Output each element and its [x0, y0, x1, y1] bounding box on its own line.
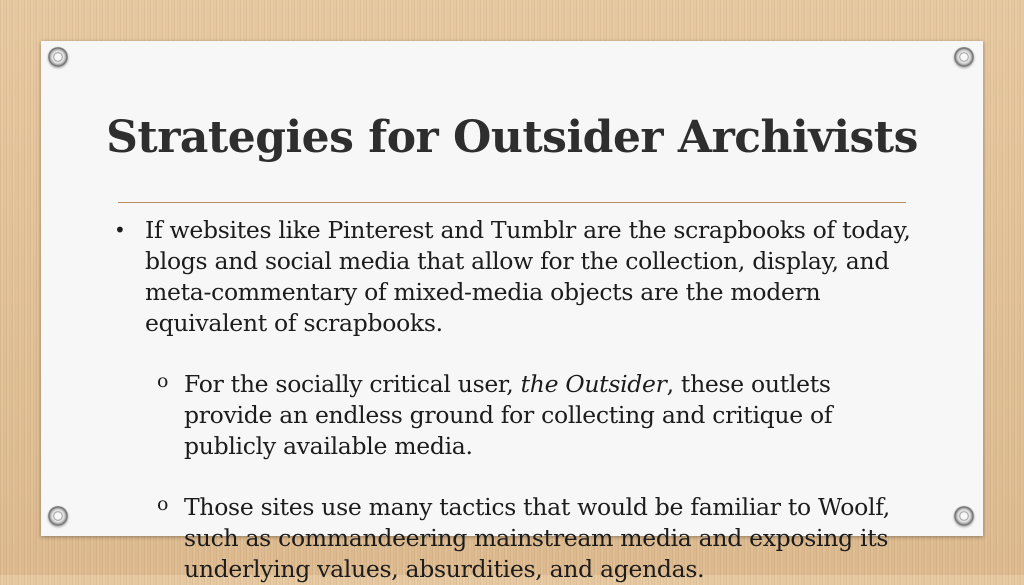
sub-bullet-text-after: , these outlets provide an endless ground for collecting and critique of publicly available media. — [184, 370, 833, 460]
sub-bullet-text-before: For the socially critical user, — [184, 370, 521, 398]
sub-bullet-item: Those sites use many tactics that would be familiar to Woolf, such as commandeering mainstream media and exposing its underlying values, absurdities, and agendas. — [184, 493, 890, 583]
title-divider — [118, 202, 906, 203]
grommet-icon — [48, 506, 68, 526]
sub-bullet-emphasis: the Outsider — [520, 370, 667, 398]
bullet-marker: • — [114, 218, 126, 242]
slide-title: Strategies for Outsider Archivists — [106, 112, 918, 163]
bullet-item: If websites like Pinterest and Tumblr are the scrapbooks of today, blogs and social media that allow for the collection, display, and meta-commentary of mixed-media objects are the modern equivalent of scrapbooks. — [145, 216, 911, 337]
grommet-icon — [954, 47, 974, 67]
sub-bullet-marker: o — [157, 493, 169, 515]
sub-bullet-item — [184, 369, 904, 462]
sub-bullet-marker: o — [157, 370, 169, 392]
grommet-icon — [48, 47, 68, 67]
grommet-icon — [954, 506, 974, 526]
